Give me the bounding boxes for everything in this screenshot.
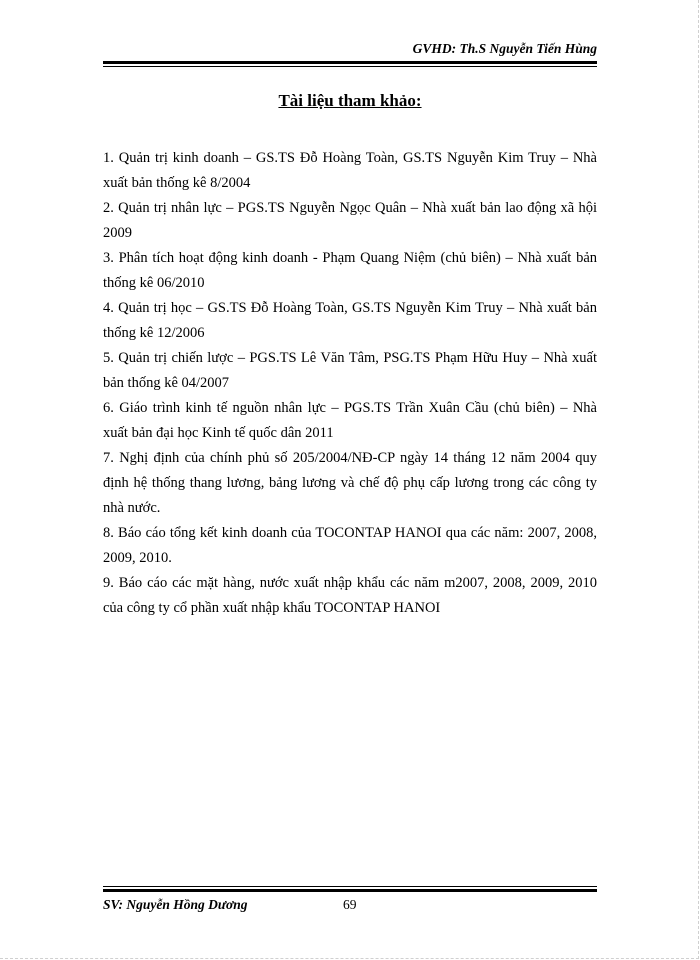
page-header <box>103 40 597 67</box>
reference-list <box>103 146 597 621</box>
reference-item: 1. Quản trị kinh doanh – GS.TS Đỗ Hoàng Toàn, GS.TS Nguyễn Kim Truy – Nhà xuất bản thống kê 8/2004 <box>103 150 597 191</box>
reference-item: 4. Quản trị học – GS.TS Đỗ Hoàng Toàn, GS.TS Nguyễn Kim Truy – Nhà xuất bản thống kê 12/2006 <box>103 300 597 341</box>
header-rule-thick <box>103 61 597 64</box>
page-title: Tài liệu tham khảo: <box>278 91 422 110</box>
page-footer <box>103 886 597 914</box>
footer-rule-thick <box>103 889 597 892</box>
supervisor-label: GVHD: Th.S Nguyễn Tiến Hùng <box>412 41 597 56</box>
student-label: SV: Nguyễn Hồng Dương <box>103 897 248 912</box>
reference-item: 3. Phân tích hoạt động kinh doanh - Phạm Quang Niệm (chủ biên) – Nhà xuất bản thống kê 06/2010 <box>103 250 597 291</box>
page-number: 69 <box>343 897 357 912</box>
reference-item: 5. Quản trị chiến lược – PGS.TS Lê Văn Tâm, PSG.TS Phạm Hữu Huy – Nhà xuất bản thống kê 04/2007 <box>103 350 597 391</box>
footer-row <box>103 896 597 914</box>
reference-item: 2. Quản trị nhân lực – PGS.TS Nguyễn Ngọc Quân – Nhà xuất bản lao động xã hội 2009 <box>103 200 597 241</box>
reference-item: 6. Giáo trình kinh tế nguồn nhân lực – PGS.TS Trần Xuân Cầu (chủ biên) – Nhà xuất bản đại học Kinh tế quốc dân 2011 <box>103 400 597 441</box>
reference-item: 7. Nghị định của chính phủ số 205/2004/NĐ-CP ngày 14 tháng 12 năm 2004 quy định hệ thống thang lương, bảng lương và chế độ phụ cấp lương trong các công ty nhà nước. <box>103 450 597 516</box>
reference-item: 9. Báo cáo các mặt hàng, nước xuất nhập khẩu các năm m2007, 2008, 2009, 2010 của công ty cổ phần xuất nhập khẩu TOCONTAP HANOI <box>103 575 597 616</box>
reference-item: 8. Báo cáo tổng kết kinh doanh của TOCONTAP HANOI qua các năm: 2007, 2008, 2009, 2010. <box>103 525 597 566</box>
footer-rule-thin <box>103 886 597 887</box>
header-rule-thin <box>103 66 597 67</box>
